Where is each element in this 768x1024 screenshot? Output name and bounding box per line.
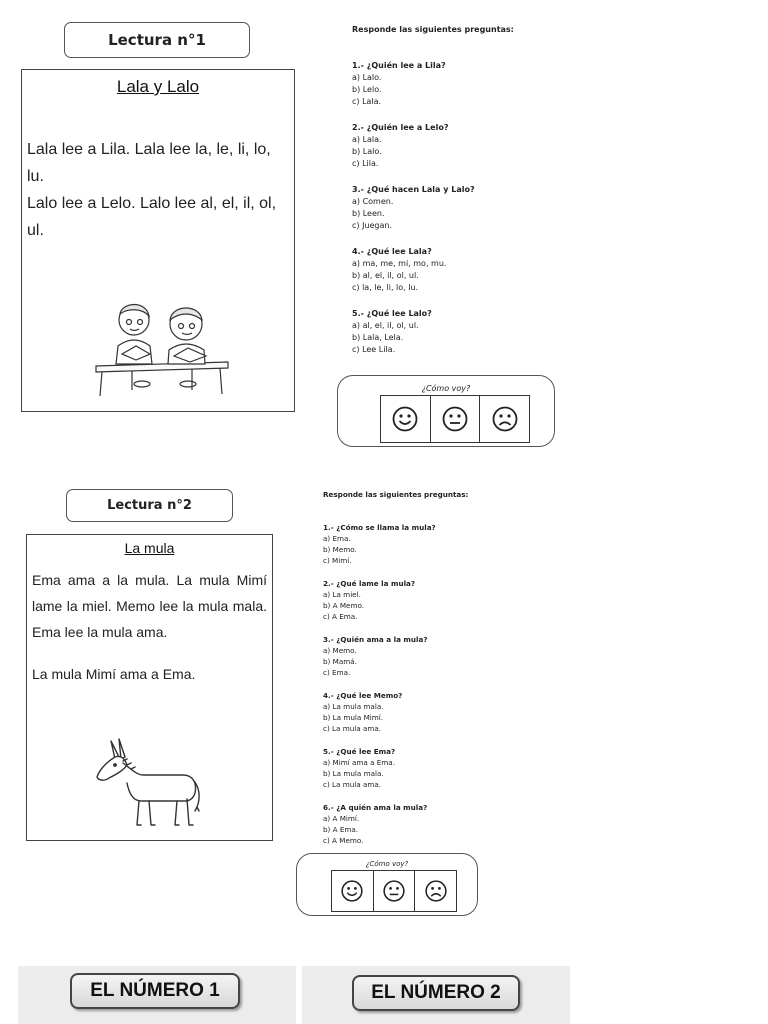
question-item: [352, 246, 572, 294]
children-reading-illustration: [92, 298, 232, 398]
neutral-face-icon: [441, 405, 469, 433]
neutral-face-icon: [382, 879, 406, 903]
question-item: [323, 522, 523, 566]
neutral-face-option[interactable]: [374, 871, 416, 911]
option-c: c) Lila.: [352, 159, 379, 168]
option-b: b) A Ema.: [323, 825, 359, 834]
face-scale-1: [380, 395, 530, 443]
happy-face-option[interactable]: [332, 871, 374, 911]
preguntas2-list: [323, 489, 523, 846]
option-b: b) A Memo.: [323, 601, 365, 610]
option-a: a) La mula mala.: [323, 702, 384, 711]
question-item: [323, 578, 523, 622]
question-text: 3.- ¿Qué hacen Lala y Lalo?: [352, 185, 475, 194]
question-item: [323, 746, 523, 790]
option-b: b) al, el, il, ol, ul.: [352, 271, 419, 280]
option-a: a) La miel.: [323, 590, 361, 599]
el-numero-1-button[interactable]: EL NÚMERO 1: [70, 973, 240, 1009]
question-item: [323, 634, 523, 678]
lectura1-header: Lectura n°1: [64, 22, 250, 58]
option-a: a) Ema.: [323, 534, 351, 543]
como-voy-panel-2: [296, 853, 478, 916]
preguntas1-intro: Responde las siguientes preguntas:: [352, 25, 514, 34]
lectura1-title: Lala y Lalo: [116, 77, 200, 96]
option-a: a) al, el, il, ol, ul.: [352, 321, 419, 330]
preguntas1-list: [352, 24, 572, 370]
happy-face-icon: [391, 405, 419, 433]
option-c: c) La mula ama.: [323, 780, 382, 789]
option-a: a) Comen.: [352, 197, 394, 206]
question-text: 1.- ¿Quién lee a Lila?: [352, 61, 446, 70]
option-b: b) Mamá.: [323, 657, 357, 666]
question-text: 2.- ¿Qué lame la mula?: [323, 579, 416, 588]
option-b: b) Lala, Lela.: [352, 333, 404, 342]
option-c: c) A Ema.: [323, 612, 358, 621]
option-b: b) Lalo.: [352, 147, 382, 156]
question-item: [352, 60, 572, 108]
option-a: a) Lalo.: [352, 73, 382, 82]
option-b: b) La mula mala.: [323, 769, 384, 778]
option-b: b) Memo.: [323, 545, 357, 554]
question-item: [323, 802, 523, 846]
question-item: [352, 122, 572, 170]
option-c: c) Lala.: [352, 97, 382, 106]
lectura1-paragraph-2: Lalo lee a Lelo. Lalo lee al, el, il, ol, ul.: [27, 195, 277, 239]
sad-face-option[interactable]: [415, 871, 456, 911]
preguntas2-intro: Responde las siguientes preguntas:: [323, 490, 469, 499]
question-item: [352, 308, 572, 356]
como-voy-label-1: ¿Cómo voy?: [421, 384, 471, 393]
el-numero-2-button[interactable]: EL NÚMERO 2: [352, 975, 520, 1011]
neutral-face-option[interactable]: [431, 396, 481, 442]
question-item: [323, 690, 523, 734]
happy-face-icon: [340, 879, 364, 903]
option-a: a) Mimí ama a Ema.: [323, 758, 395, 767]
option-c: c) Juegan.: [352, 221, 393, 230]
question-text: 2.- ¿Quién lee a Lelo?: [352, 123, 449, 132]
sad-face-option[interactable]: [480, 396, 529, 442]
lectura2-title: La mula: [124, 540, 175, 556]
option-c: c) La mula ama.: [323, 724, 382, 733]
question-item: [352, 184, 572, 232]
option-c: c) Ema.: [323, 668, 351, 677]
option-c: c) la, le, li, lo, lu.: [352, 283, 419, 292]
lectura2-paragraph-2: La mula Mimí ama a Ema.: [32, 666, 196, 682]
option-c: c) Lee Lila.: [352, 345, 396, 354]
lectura2-paragraph-1: Ema ama a la mula. La mula Mimí lame la miel. Memo lee la mula mala. Ema lee la mula ama.: [32, 572, 267, 640]
sad-face-icon: [491, 405, 519, 433]
question-text: 4.- ¿Qué lee Memo?: [323, 691, 403, 700]
question-text: 3.- ¿Quién ama a la mula?: [323, 635, 428, 644]
option-a: a) A Mimí.: [323, 814, 360, 823]
question-text: 6.- ¿A quién ama la mula?: [323, 803, 428, 812]
option-a: a) ma, me, mi, mo, mu.: [352, 259, 447, 268]
mule-illustration: [93, 737, 203, 832]
lectura1-reading-box: [21, 69, 295, 412]
face-scale-2: [331, 870, 457, 912]
como-voy-label-2: ¿Cómo voy?: [365, 860, 409, 868]
option-b: b) La mula Mimí.: [323, 713, 384, 722]
question-text: 1.- ¿Cómo se llama la mula?: [323, 523, 436, 532]
question-text: 4.- ¿Qué lee Lala?: [352, 247, 432, 256]
lectura2-reading-box: [26, 534, 273, 841]
option-c: c) Mimí.: [323, 556, 352, 565]
question-text: 5.- ¿Qué lee Ema?: [323, 747, 396, 756]
como-voy-panel-1: [337, 375, 555, 447]
option-a: a) Lala.: [352, 135, 382, 144]
question-text: 5.- ¿Qué lee Lalo?: [352, 309, 432, 318]
lectura2-header: Lectura n°2: [66, 489, 233, 522]
happy-face-option[interactable]: [381, 396, 431, 442]
option-b: b) Lelo.: [352, 85, 382, 94]
lectura1-paragraph-1: Lala lee a Lila. Lala lee la, le, li, lo, lu.: [27, 141, 271, 185]
option-a: a) Memo.: [323, 646, 357, 655]
sad-face-icon: [424, 879, 448, 903]
option-c: c) A Memo.: [323, 836, 364, 845]
option-b: b) Leen.: [352, 209, 385, 218]
